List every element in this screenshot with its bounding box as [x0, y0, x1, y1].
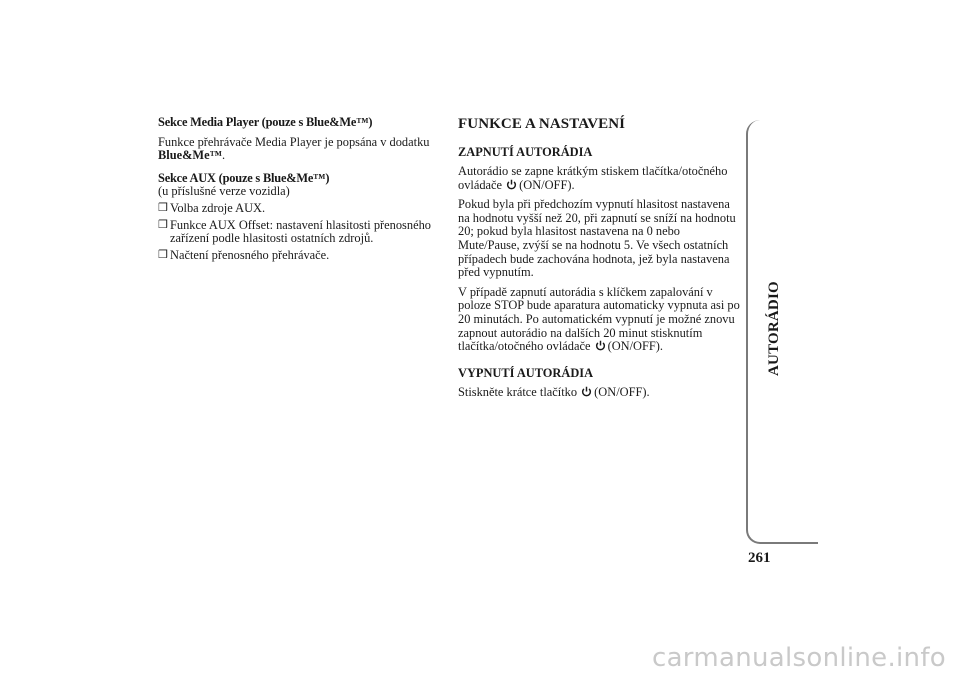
section-title: FUNKCE A NASTAVENÍ	[458, 116, 626, 132]
bullet-icon: ❒	[158, 201, 168, 214]
chapter-tab-label: AUTORÁDIO	[766, 281, 782, 376]
media-player-heading: Sekce Media Player (pouze s Blue&Me™)	[158, 115, 373, 129]
list-item: ❒ Volba zdroje AUX.	[158, 200, 266, 215]
media-player-text: Funkce přehrávače Media Player je popsána v dodatku Blue&Me™.	[158, 134, 430, 163]
power-icon	[581, 386, 592, 397]
power-off-heading: VYPNUTÍ AUTORÁDIA	[458, 365, 594, 380]
power-off-text: Stiskněte krátce tlačítko (ON/OFF).	[458, 384, 650, 399]
page-number: 261	[748, 550, 771, 566]
power-icon	[506, 179, 517, 190]
power-on-heading: ZAPNUTÍ AUTORÁDIA	[458, 145, 593, 159]
aux-note: (u příslušné verze vozidla)	[158, 184, 290, 199]
power-icon	[595, 340, 606, 351]
power-on-text-2: Pokud byla při předchozím vypnutí hlasitost nastavena na hodnotu vyšší než 20, při zapnutí se sníží na hodnotu 20; pokud byla hlasitost nastavena na 0 nebo Mute/Pause, zvýší se na hodnotu 5. Ve všech ostatních případech bude zachována hodnota, jež byla nastavena před vypnutím.	[458, 197, 736, 280]
bullet-icon: ❒	[158, 218, 168, 231]
left-column	[158, 116, 443, 262]
aux-heading: Sekce AUX (pouze s Blue&Me™)	[158, 170, 330, 185]
list-item: ❒ Funkce AUX Offset: nastavení hlasitosti přenosného zařízení podle hlasitosti ostatních zdrojů.	[158, 217, 431, 246]
power-on-text-3: V případě zapnutí autorádia s klíčkem zapalování v poloze STOP bude aparatura automaticky vypnuta asi po 20 minutách. Po automatickém vypnutí je možné znovu zapnout autorádio na dalších 20 minut stisknutím tlačítka/otočného ovládače (ON/OFF).	[458, 284, 740, 354]
power-on-text-1: Autorádio se zapne krátkým stiskem tlačítka/otočného ovládače (ON/OFF).	[458, 164, 728, 192]
bullet-icon: ❒	[158, 248, 168, 261]
watermark: carmanualsonline.info	[651, 643, 946, 673]
right-column	[458, 116, 743, 399]
list-item: ❒ Načtení přenosného přehrávače.	[158, 247, 330, 262]
